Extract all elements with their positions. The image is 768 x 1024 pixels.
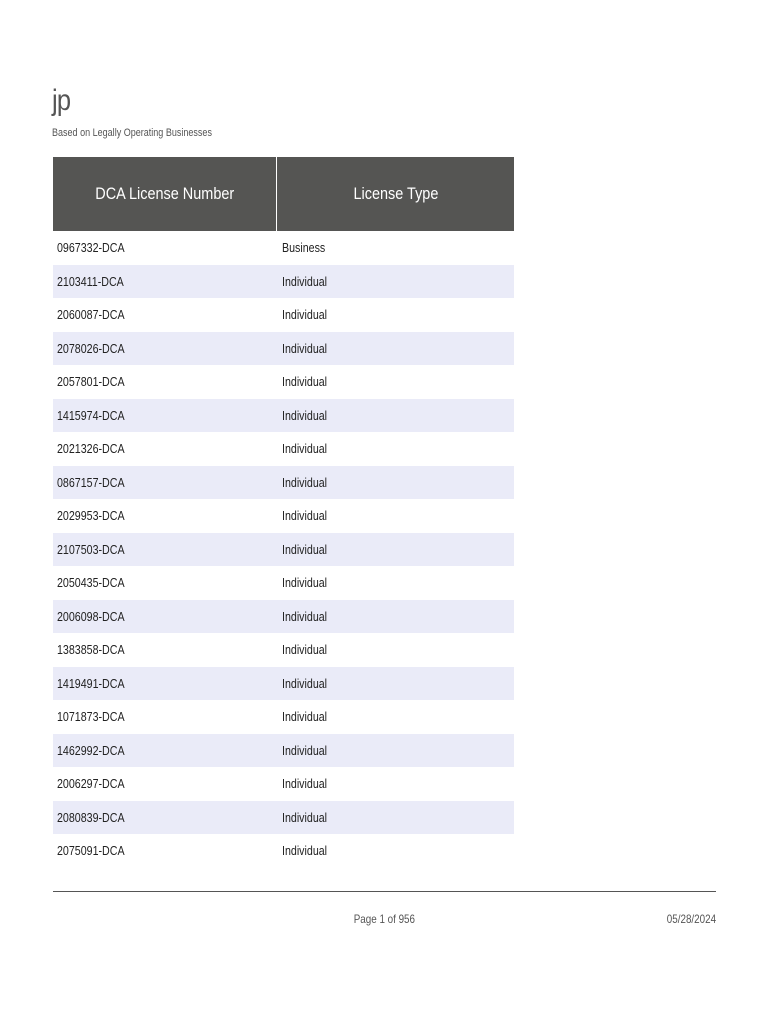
table-row xyxy=(53,432,514,466)
license-number-cell: 2107503-DCA xyxy=(53,533,277,567)
license-number-cell: 1462992-DCA xyxy=(53,734,277,768)
license-number-cell: 0867157-DCA xyxy=(53,466,277,500)
license-type-cell: Individual xyxy=(277,600,515,634)
license-type-cell: Individual xyxy=(281,843,327,859)
table-row xyxy=(53,667,514,701)
license-number-cell: 2103411-DCA xyxy=(53,265,277,299)
table-row xyxy=(53,533,514,567)
license-number-cell: 2006098-DCA xyxy=(53,600,277,634)
table-row xyxy=(53,466,514,500)
license-type-cell: Individual xyxy=(277,265,515,299)
license-number-cell: 1071873-DCA xyxy=(57,709,125,725)
footer-divider xyxy=(53,891,716,892)
report-date: 05/28/2024 xyxy=(666,912,716,926)
license-number-cell: 2057801-DCA xyxy=(57,374,125,390)
license-type-cell: Business xyxy=(281,240,325,256)
column-header-license-type: License Type xyxy=(277,157,515,231)
table-row xyxy=(53,231,514,265)
table-row xyxy=(53,332,514,366)
license-number-cell: 2029953-DCA xyxy=(57,508,125,524)
license-table xyxy=(53,157,514,868)
table-row xyxy=(53,801,514,835)
license-type-cell: Individual xyxy=(277,734,515,768)
column-header-license-number: DCA License Number xyxy=(53,157,277,231)
license-type-cell: Individual xyxy=(277,466,515,500)
license-number-cell: 0967332-DCA xyxy=(57,240,125,256)
license-type-cell: Individual xyxy=(281,508,327,524)
license-number-cell: 2060087-DCA xyxy=(57,307,125,323)
table-row xyxy=(53,298,514,332)
license-type-cell: Individual xyxy=(277,399,515,433)
table-row xyxy=(53,265,514,299)
license-type-cell: Individual xyxy=(281,441,327,457)
table-header-row xyxy=(53,157,514,231)
license-type-cell: Individual xyxy=(277,332,515,366)
table-row xyxy=(53,700,514,734)
license-number-cell: 2021326-DCA xyxy=(57,441,125,457)
license-number-cell: 2050435-DCA xyxy=(57,575,125,591)
license-type-cell: Individual xyxy=(281,776,327,792)
license-type-cell: Individual xyxy=(281,374,327,390)
license-number-cell: 1419491-DCA xyxy=(53,667,277,701)
table-row xyxy=(53,767,514,801)
report-title: jp xyxy=(52,84,71,117)
license-type-cell: Individual xyxy=(281,709,327,725)
license-type-cell: Individual xyxy=(277,533,515,567)
license-type-cell: Individual xyxy=(281,642,327,658)
table-row xyxy=(53,834,514,868)
license-type-cell: Individual xyxy=(281,307,327,323)
table-row xyxy=(53,566,514,600)
table-row xyxy=(53,399,514,433)
license-number-cell: 1383858-DCA xyxy=(57,642,125,658)
license-type-cell: Individual xyxy=(281,575,327,591)
table-row xyxy=(53,365,514,399)
table-body xyxy=(53,231,514,868)
license-number-cell: 2075091-DCA xyxy=(57,843,125,859)
license-type-cell: Individual xyxy=(277,801,515,835)
license-type-cell: Individual xyxy=(277,667,515,701)
license-number-cell: 1415974-DCA xyxy=(53,399,277,433)
page-number: Page 1 of 956 xyxy=(353,912,415,926)
license-number-cell: 2080839-DCA xyxy=(53,801,277,835)
table-row xyxy=(53,600,514,634)
license-number-cell: 2006297-DCA xyxy=(57,776,125,792)
table-row xyxy=(53,633,514,667)
table-row xyxy=(53,734,514,768)
table-row xyxy=(53,499,514,533)
license-number-cell: 2078026-DCA xyxy=(53,332,277,366)
report-subtitle: Based on Legally Operating Businesses xyxy=(52,127,212,139)
